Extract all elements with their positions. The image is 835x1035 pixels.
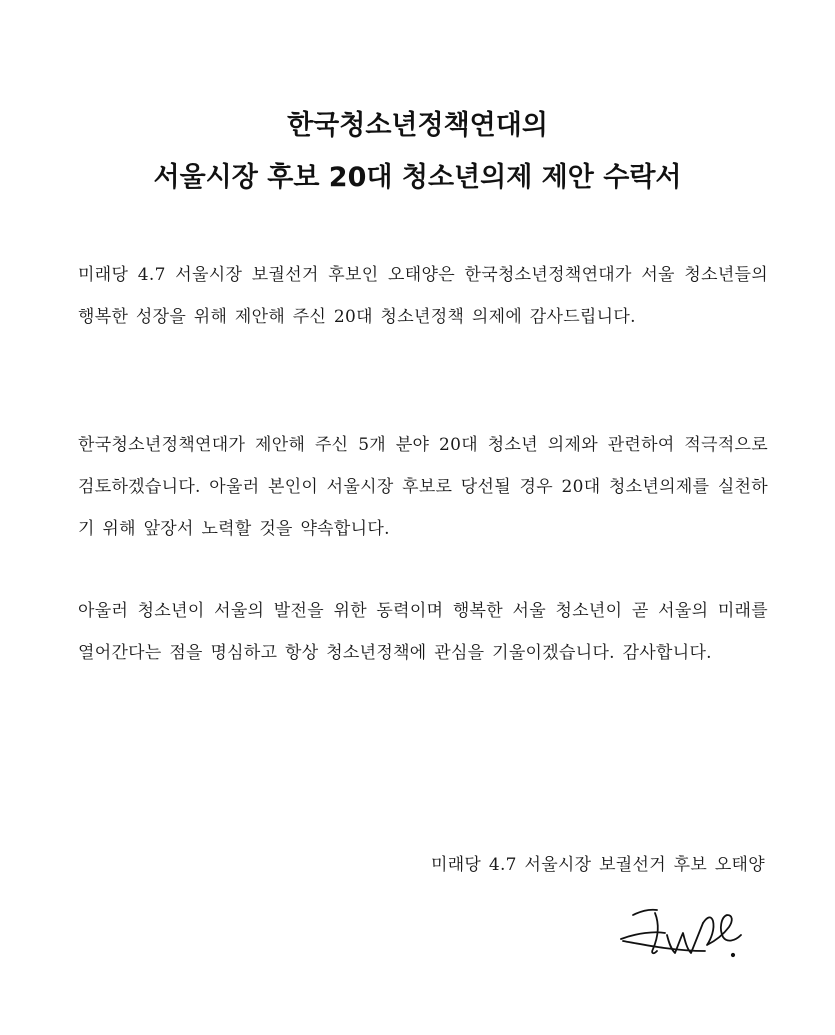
title-line-1: 한국청소년정책연대의 [287,110,548,141]
handwritten-signature [615,893,765,973]
document-title [0,100,835,204]
signer-name: 미래당 4.7 서울시장 보궐선거 후보 오태양 [430,855,765,875]
paragraph-2: 한국청소년정책연대가 제안해 주신 5개 분야 20대 청소년 의제와 관련하여 적극적으로 검토하겠습니다. 아울러 본인이 서울시장 후보로 당선될 경우 20대 청소년의제를 실천하기 위해 앞장서 노력할 것을 약속합니다. [78,435,768,539]
paragraph-1: 미래당 4.7 서울시장 보궐선거 후보인 오태양은 한국청소년정책연대가 서울 청소년들의 행복한 성장을 위해 제안해 주신 20대 청소년정책 의제에 감사드립니다. [78,265,768,327]
paragraph-3: 아울러 청소년이 서울의 발전을 위한 동력이며 행복한 서울 청소년이 곧 서울의 미래를 열어간다는 점을 명심하고 항상 청소년정책에 관심을 기울이겠습니다. 감사합니다. [78,601,768,663]
title-line-2: 서울시장 후보 20대 청소년의제 제안 수락서 [153,162,682,193]
